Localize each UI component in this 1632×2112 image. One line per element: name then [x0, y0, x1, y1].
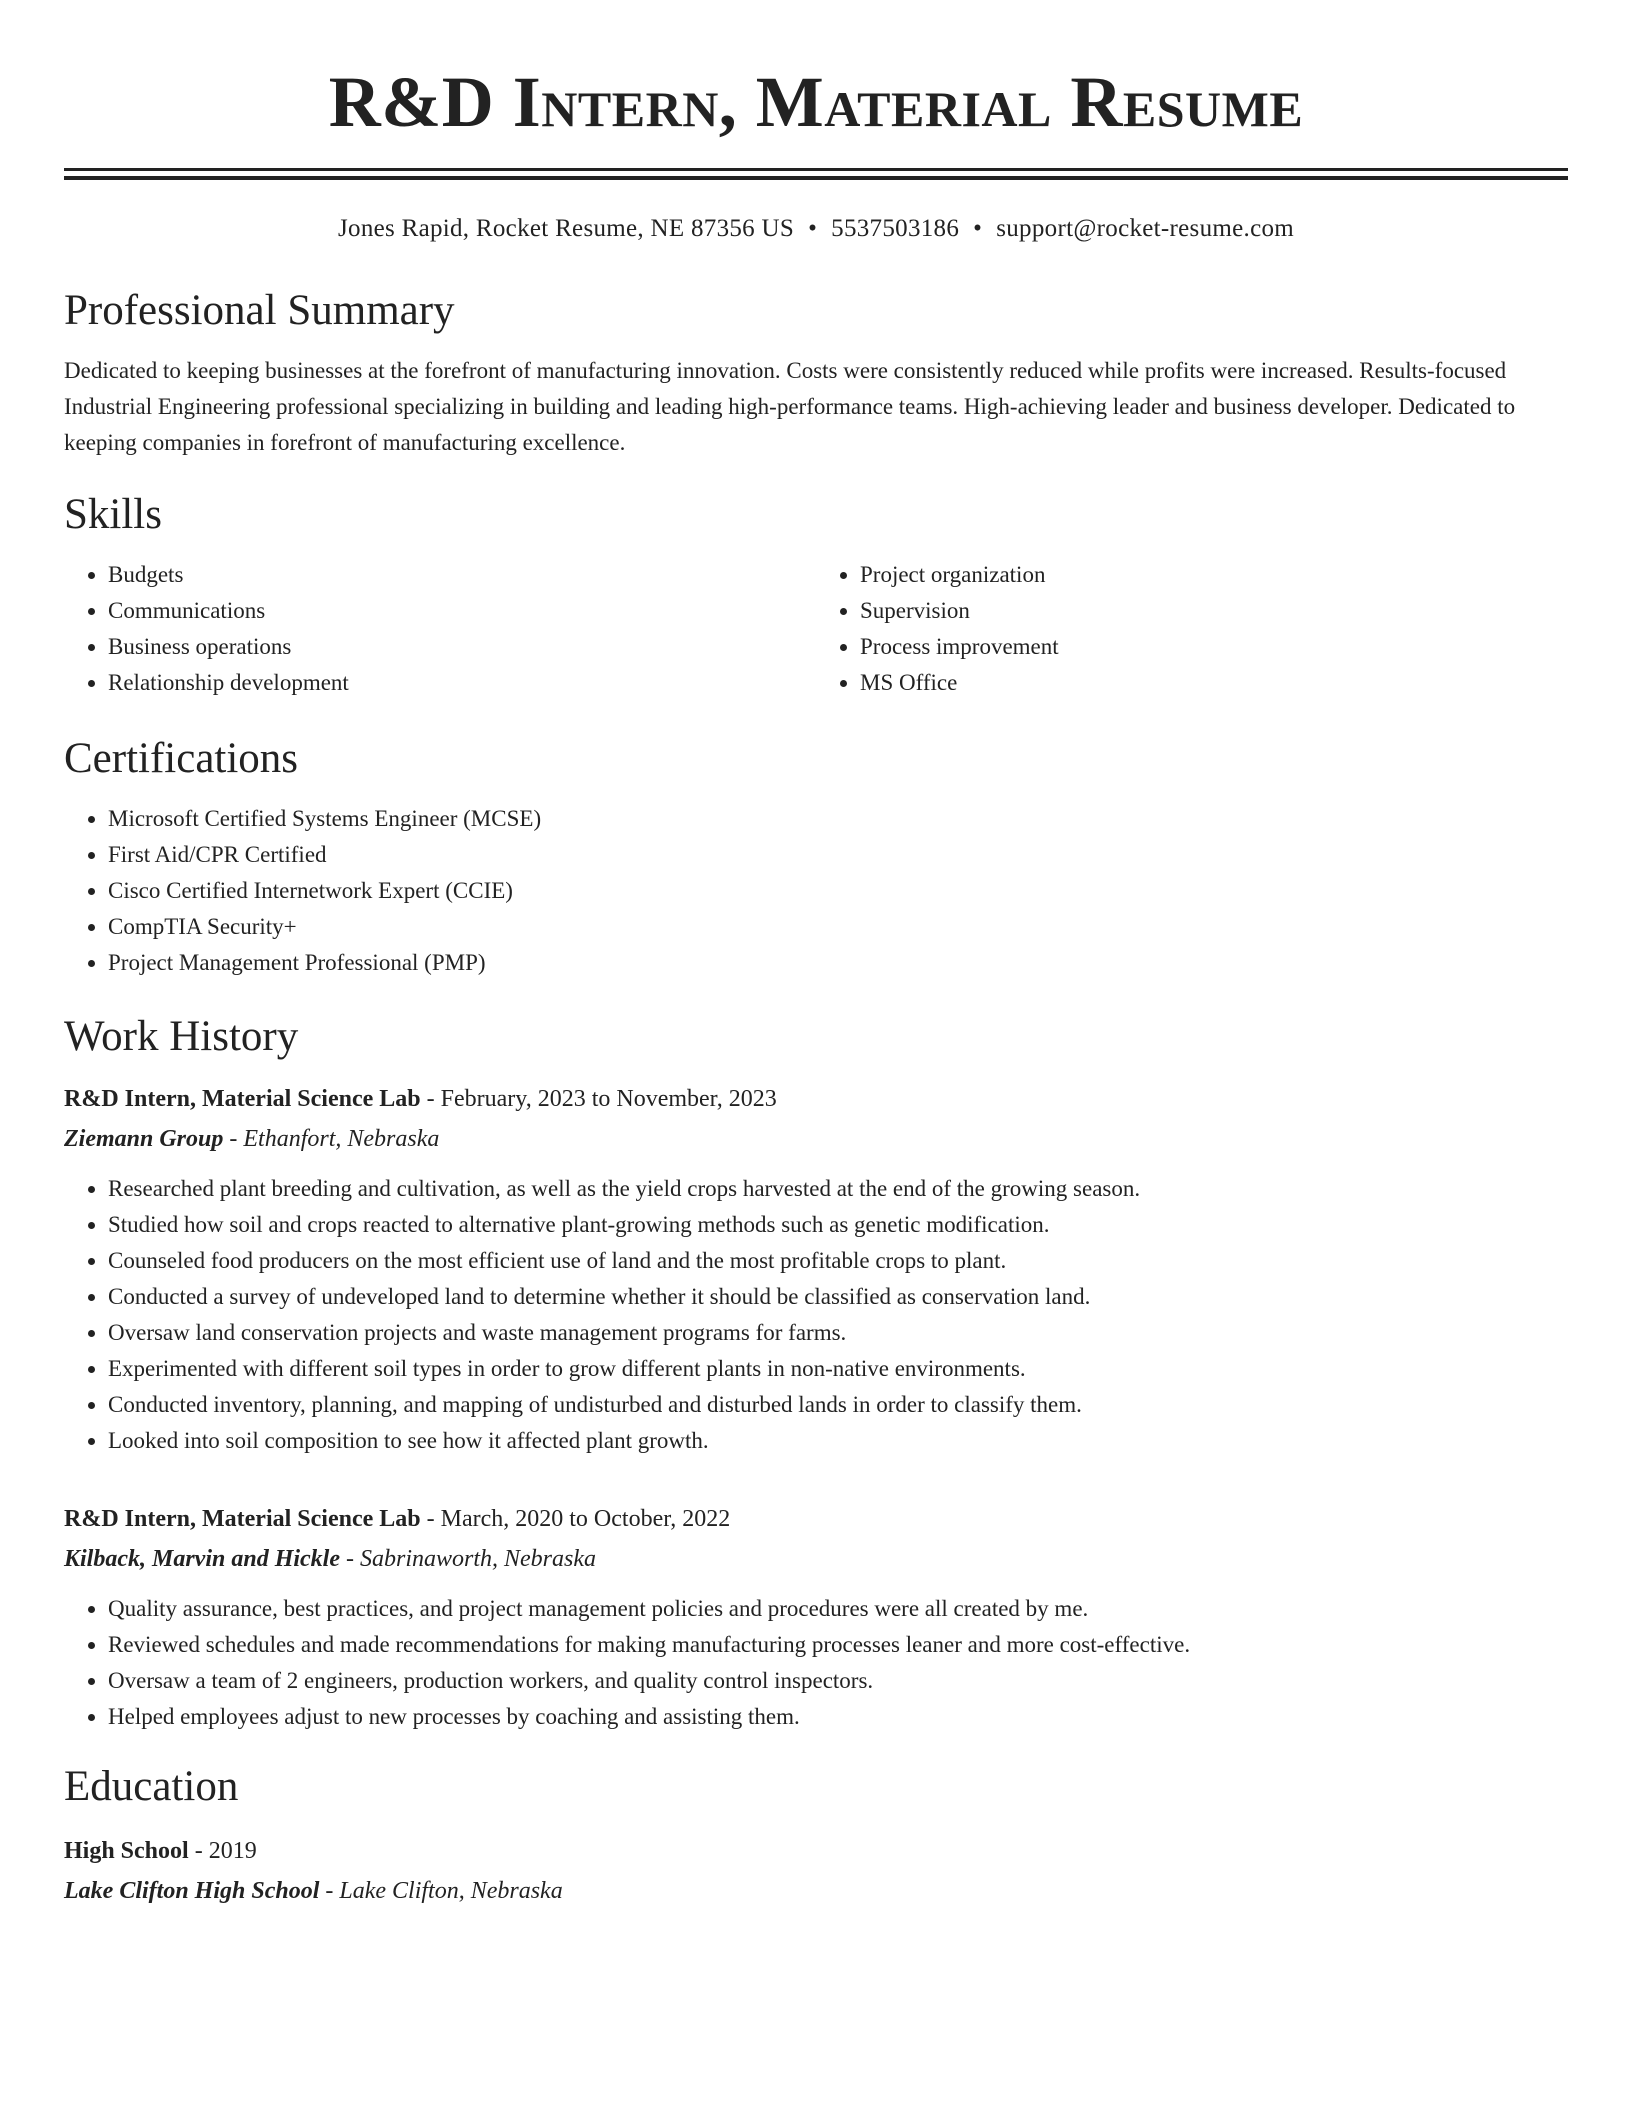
section-heading-skills: Skills — [64, 491, 162, 538]
summary-text: Dedicated to keeping businesses at the forefront of manufacturing innovation. Costs were consistently reduced while profits were increased. Results-focused Industrial Engineering professional specializing in building and leading high-performance teams. High-achieving leader and business developer. Dedicated to keeping companies in forefront of manufacturing excellence. — [64, 358, 1516, 455]
skill-item: • Supervision — [860, 593, 1568, 629]
education-degree: High School — [64, 1838, 189, 1864]
job-bullet: • Experimented with different soil types in order to grow different plants in non-native environments. — [108, 1351, 1568, 1387]
job-entry — [64, 1499, 1568, 1735]
skills-columns — [64, 557, 1568, 701]
job-bullet: • Researched plant breeding and cultivation, as well as the yield crops harvested at the end of the growing season. — [108, 1171, 1568, 1207]
contact-line — [64, 213, 1568, 245]
job-bullet: • Quality assurance, best practices, and project management policies and procedures were all created by me. — [108, 1591, 1568, 1627]
skill-item: • Budgets — [108, 557, 816, 593]
job-title: R&D Intern, Material Science Lab — [64, 1506, 421, 1532]
skill-item: • Communications — [108, 593, 816, 629]
resume-title: R&D Intern, Material Resume — [328, 62, 1304, 142]
company-name: Ziemann Group — [64, 1126, 224, 1152]
contact-phone: 5537503186 — [831, 215, 960, 242]
job-bullet: • Conducted inventory, planning, and mapping of undisturbed and disturbed lands in order to classify them. — [108, 1387, 1568, 1423]
education-location: Lake Clifton, Nebraska — [339, 1878, 563, 1904]
section-heading-summary: Professional Summary — [64, 287, 455, 334]
title-double-rule — [64, 168, 1568, 179]
contact-email: support@rocket-resume.com — [996, 215, 1295, 242]
job-dates: March, 2020 to October, 2022 — [440, 1506, 731, 1532]
company-location: Ethanfort, Nebraska — [243, 1126, 440, 1152]
job-bullets — [64, 1591, 1568, 1735]
skills-list-left — [64, 557, 816, 701]
skill-item: • Relationship development — [108, 665, 816, 701]
dash: - — [325, 1878, 334, 1904]
job-bullet: • Reviewed schedules and made recommendations for making manufacturing processes leaner and more cost-effective. — [108, 1627, 1568, 1663]
section-heading-education: Education — [64, 1763, 239, 1810]
skill-item: • Project organization — [860, 557, 1568, 593]
certifications-list — [64, 801, 1568, 981]
rule-line-bottom — [64, 176, 1568, 180]
certification-item: • Project Management Professional (PMP) — [108, 945, 1568, 981]
education-year: 2019 — [208, 1838, 257, 1864]
skill-item: • MS Office — [860, 665, 1568, 701]
job-bullet: • Conducted a survey of undeveloped land to determine whether it should be classified as conservation land. — [108, 1279, 1568, 1315]
certification-item: • Cisco Certified Internetwork Expert (CCIE) — [108, 873, 1568, 909]
company-location: Sabrinaworth, Nebraska — [360, 1546, 597, 1572]
dash: - — [346, 1546, 354, 1572]
rule-line-top — [64, 168, 1568, 171]
skills-list-right — [816, 557, 1568, 701]
job-title-line — [64, 1079, 1568, 1119]
section-heading-certifications: Certifications — [64, 735, 299, 782]
education-entry — [64, 1831, 1568, 1911]
job-dates: February, 2023 to November, 2023 — [440, 1086, 777, 1112]
job-title: R&D Intern, Material Science Lab — [64, 1086, 421, 1112]
job-bullet: • Helped employees adjust to new processes by coaching and assisting them. — [108, 1699, 1568, 1735]
skill-item: • Business operations — [108, 629, 816, 665]
section-heading-work-history: Work History — [64, 1013, 299, 1060]
education-school: Lake Clifton High School — [64, 1878, 320, 1904]
education-school-line — [64, 1871, 1568, 1911]
skill-item: • Process improvement — [860, 629, 1568, 665]
company-line — [64, 1119, 1568, 1159]
company-name: Kilback, Marvin and Hickle — [64, 1546, 340, 1572]
dash: - — [426, 1506, 435, 1532]
contact-address: Jones Rapid, Rocket Resume, NE 87356 US — [337, 215, 795, 242]
job-bullet: • Studied how soil and crops reacted to alternative plant-growing methods such as genetic modification. — [108, 1207, 1568, 1243]
company-line — [64, 1539, 1568, 1579]
certification-item: • First Aid/CPR Certified — [108, 837, 1568, 873]
education-degree-line — [64, 1831, 1568, 1871]
dash: - — [194, 1838, 203, 1864]
certification-item: • CompTIA Security+ — [108, 909, 1568, 945]
dash: - — [229, 1126, 238, 1152]
job-entry — [64, 1079, 1568, 1459]
job-bullet: • Looked into soil composition to see how it affected plant growth. — [108, 1423, 1568, 1459]
job-bullets — [64, 1171, 1568, 1459]
job-title-line — [64, 1499, 1568, 1539]
dash: - — [426, 1086, 435, 1112]
job-bullet: • Oversaw land conservation projects and waste management programs for farms. — [108, 1315, 1568, 1351]
job-bullet: • Counseled food producers on the most efficient use of land and the most profitable crops to plant. — [108, 1243, 1568, 1279]
job-bullet: • Oversaw a team of 2 engineers, production workers, and quality control inspectors. — [108, 1663, 1568, 1699]
contact-separator: • — [973, 215, 983, 242]
certification-item: • Microsoft Certified Systems Engineer (MCSE) — [108, 801, 1568, 837]
contact-separator: • — [808, 215, 818, 242]
